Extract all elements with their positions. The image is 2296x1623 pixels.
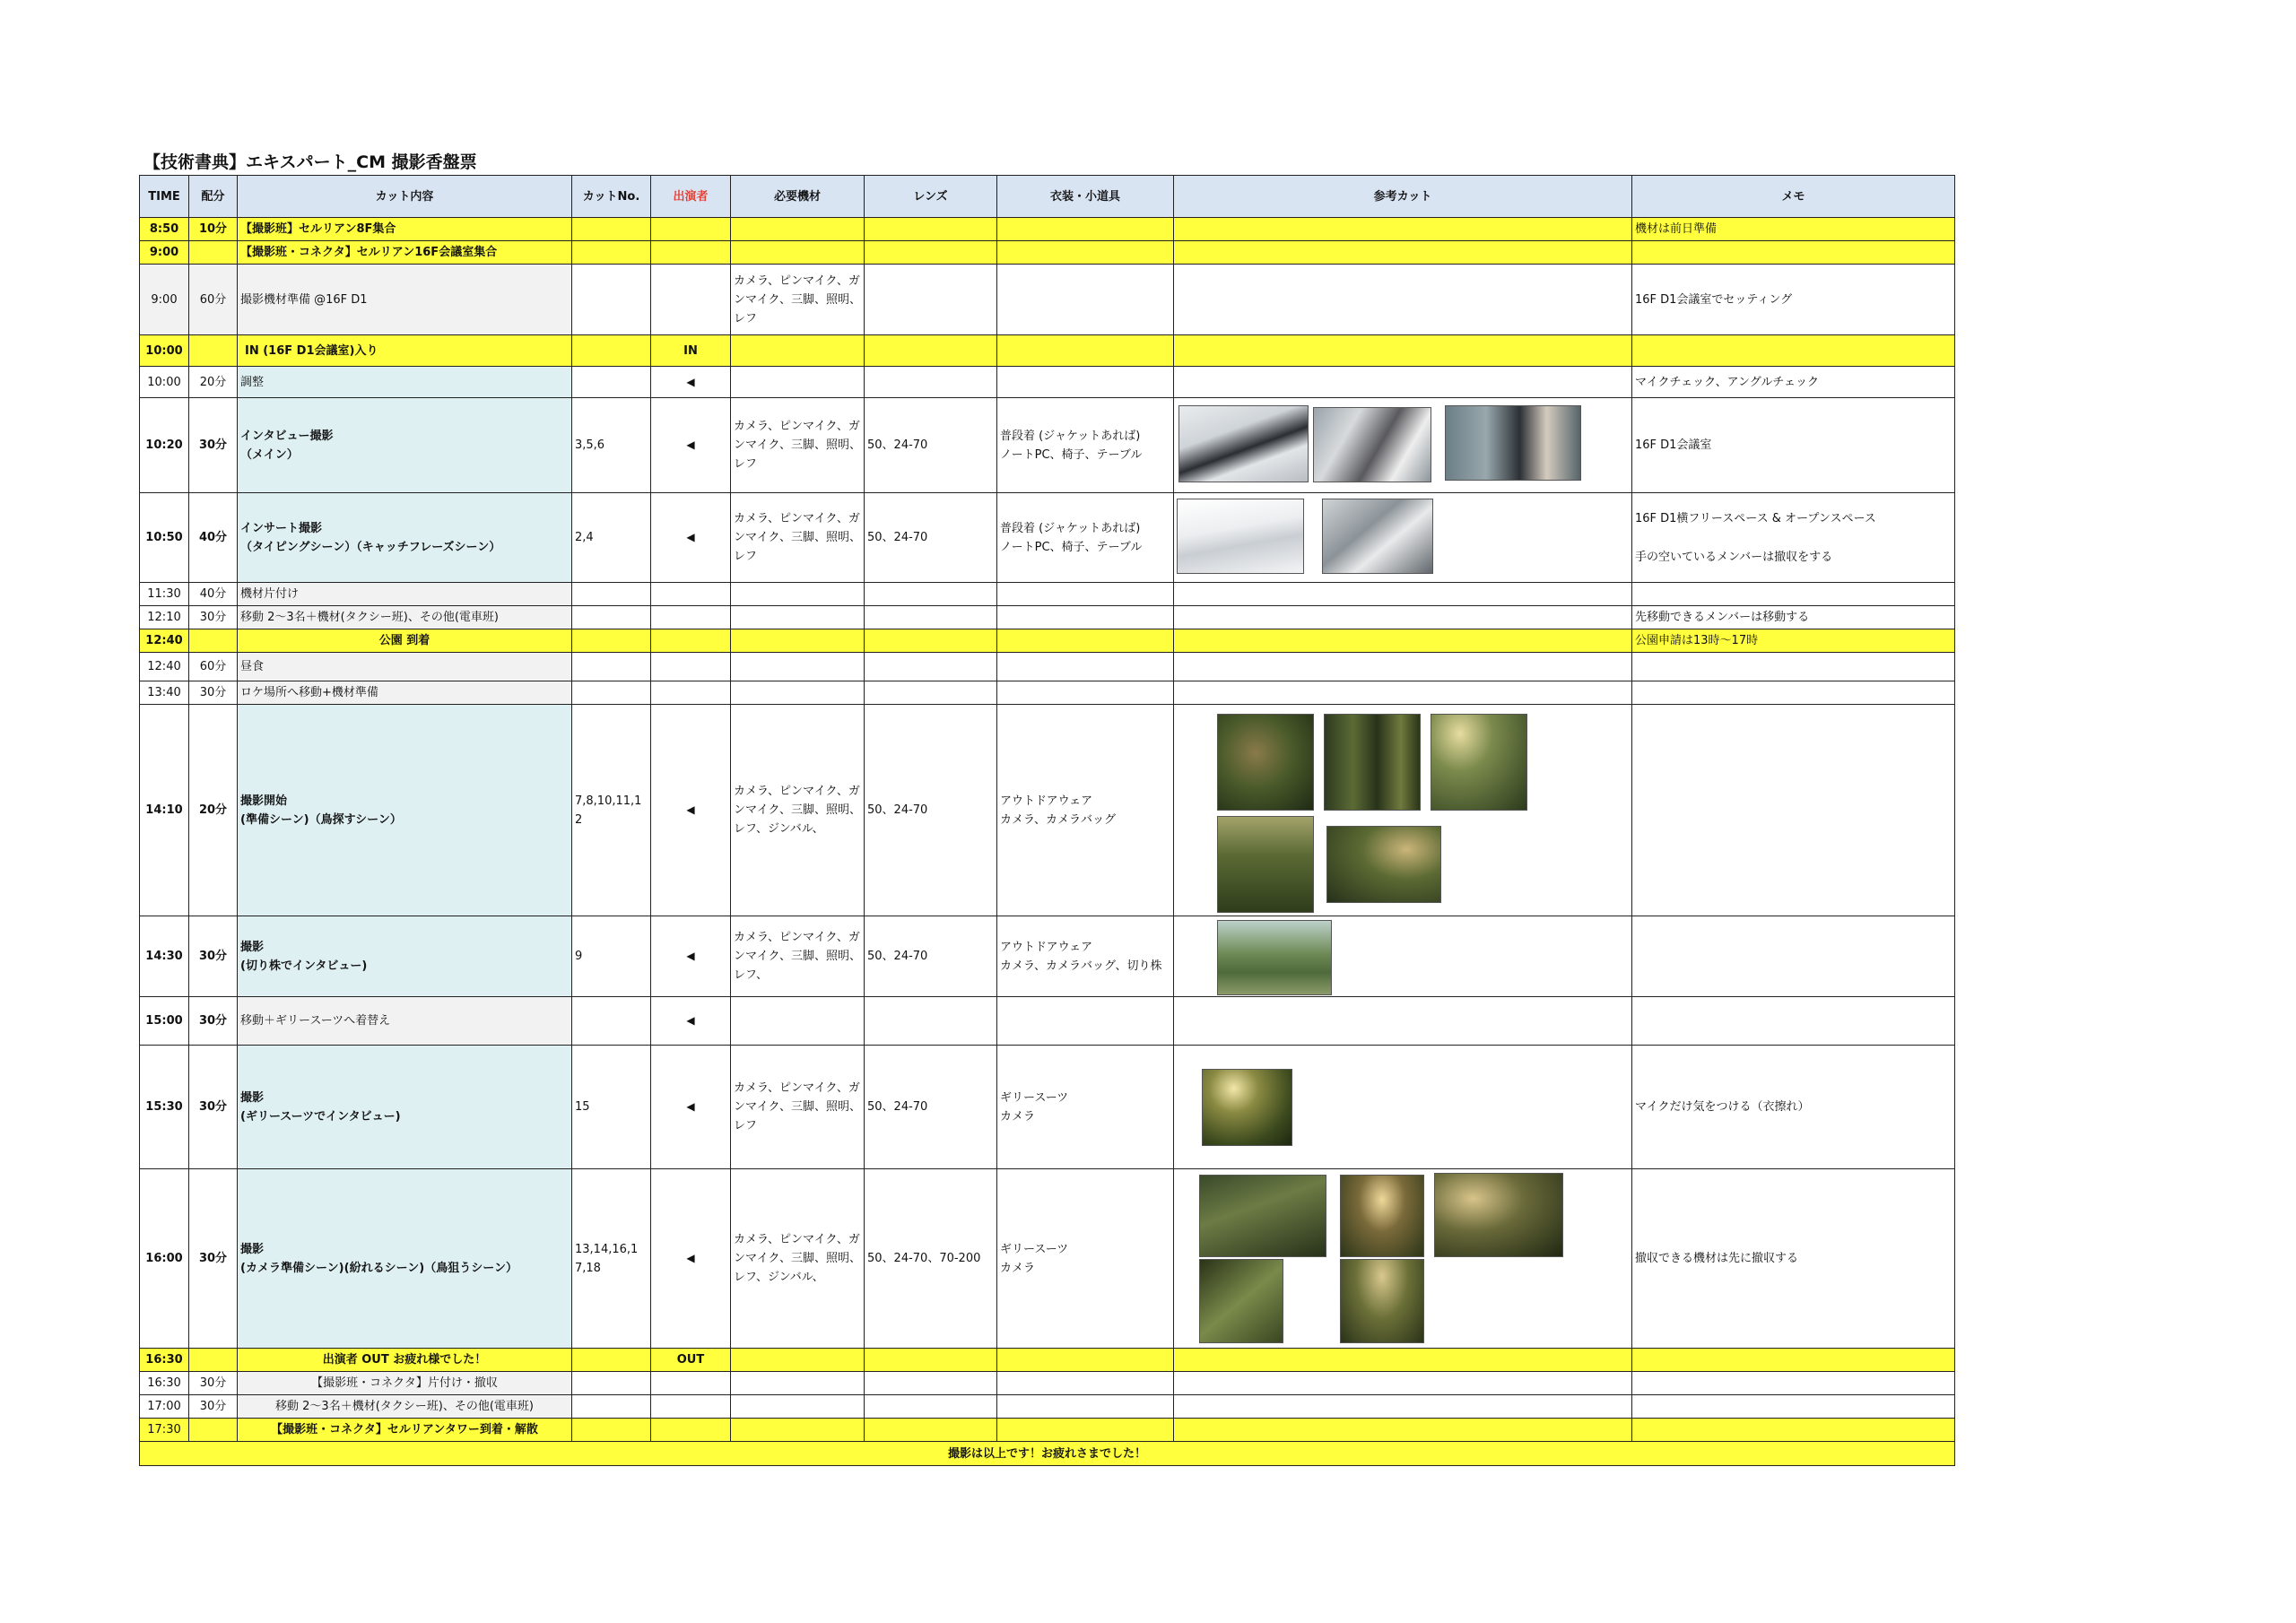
row-content: IN (16F D1会議室)入り <box>238 335 572 367</box>
row-costume-line2: カメラ <box>1000 1261 1036 1275</box>
table-row <box>140 606 1955 629</box>
row-costume-line1: ギリースーツ <box>1000 1090 1069 1105</box>
row-content-line1: インタビュー撮影 <box>240 429 334 443</box>
row-content <box>238 493 572 583</box>
row-duration: 60分 <box>189 265 238 335</box>
row-duration: 20分 <box>189 367 238 398</box>
row-content <box>238 398 572 493</box>
row-costume <box>997 1169 1174 1349</box>
row-content: 移動 2～3名＋機材(タクシー班)、その他(電車班) <box>238 1395 572 1419</box>
table-row <box>140 1419 1955 1442</box>
row-duration: 30分 <box>189 398 238 493</box>
reference-photo <box>1217 816 1314 913</box>
schedule-table <box>139 175 1955 1466</box>
row-content <box>238 705 572 916</box>
row-lens: 50、24-70 <box>865 493 997 583</box>
row-content: 【撮影班・コネクタ】片付け・撤収 <box>238 1372 572 1395</box>
speaker-mark-icon: ◀ <box>686 531 695 543</box>
reference-photo <box>1202 1069 1292 1146</box>
speaker-mark-icon: ◀ <box>686 1100 695 1113</box>
row-duration: 40分 <box>189 583 238 606</box>
row-time: 16:30 <box>140 1372 189 1395</box>
table-row <box>140 1046 1955 1169</box>
row-content-line1: 撮影 <box>240 1090 265 1105</box>
row-content: 【撮影班・コネクタ】セルリアン16F会議室集合 <box>238 241 572 265</box>
row-duration: 30分 <box>189 1372 238 1395</box>
row-time: 10:00 <box>140 335 189 367</box>
reference-photos <box>1174 705 1632 916</box>
row-content-line2: (準備シーン)（鳥探すシーン） <box>240 812 402 827</box>
row-time: 15:30 <box>140 1046 189 1169</box>
table-row <box>140 1395 1955 1419</box>
reference-photo <box>1324 714 1421 811</box>
row-costume-line2: カメラ、カメラバッグ <box>1000 812 1116 827</box>
row-cast: OUT <box>651 1349 731 1372</box>
row-gear: カメラ、ピンマイク、ガンマイク、三脚、照明、レフ、 <box>731 916 865 997</box>
table-row <box>140 265 1955 335</box>
row-memo: 16F D1会議室 <box>1632 398 1955 493</box>
row-content: 移動 2～3名＋機材(タクシー班)、その他(電車班) <box>238 606 572 629</box>
row-memo: 機材は前日準備 <box>1632 218 1955 241</box>
reference-photos <box>1174 493 1632 583</box>
row-costume-line2: カメラ、カメラバッグ、切り株 <box>1000 959 1162 973</box>
row-time: 16:00 <box>140 1169 189 1349</box>
row-costume-line2: ノートPC、椅子、テーブル <box>1000 540 1143 554</box>
row-cut-no: 13,14,16,17,18 <box>572 1169 651 1349</box>
row-gear: カメラ、ピンマイク、ガンマイク、三脚、照明、レフ <box>731 493 865 583</box>
row-content-line2: （タイピングシーン）（キャッチフレーズシーン） <box>240 540 501 554</box>
row-duration: 30分 <box>189 1046 238 1169</box>
row-duration: 30分 <box>189 681 238 705</box>
row-time: 12:40 <box>140 653 189 681</box>
row-costume-line2: ノートPC、椅子、テーブル <box>1000 447 1143 462</box>
row-time: 9:00 <box>140 265 189 335</box>
row-content <box>238 1169 572 1349</box>
row-cut-no: 9 <box>572 916 651 997</box>
row-lens: 50、24-70 <box>865 705 997 916</box>
row-gear: カメラ、ピンマイク、ガンマイク、三脚、照明、レフ、ジンバル、 <box>731 1169 865 1349</box>
speaker-mark-icon: ◀ <box>686 375 695 388</box>
reference-photos <box>1174 1169 1632 1349</box>
row-memo: マイクチェック、アングルチェック <box>1632 367 1955 398</box>
row-lens: 50、24-70 <box>865 916 997 997</box>
row-memo <box>1632 493 1955 583</box>
row-content: 機材片付け <box>238 583 572 606</box>
row-content-line1: インサート撮影 <box>240 521 323 535</box>
table-row <box>140 681 1955 705</box>
row-memo: 撤収できる機材は先に撤収する <box>1632 1169 1955 1349</box>
row-content: 昼食 <box>238 653 572 681</box>
row-costume <box>997 1046 1174 1169</box>
row-lens: 50、24-70 <box>865 398 997 493</box>
reference-photo <box>1199 1259 1283 1343</box>
reference-photo <box>1217 920 1332 995</box>
row-duration: 20分 <box>189 705 238 916</box>
reference-photo <box>1199 1175 1326 1257</box>
row-content-line2: (ギリースーツでインタビュー) <box>240 1109 401 1124</box>
reference-photos <box>1174 398 1632 493</box>
row-costume-line1: 普段着 (ジャケットあれば) <box>1000 521 1141 535</box>
row-duration: 40分 <box>189 493 238 583</box>
reference-photo <box>1326 826 1441 903</box>
reference-photo <box>1445 405 1581 481</box>
header-cut-no: カットNo. <box>572 176 651 218</box>
row-time: 17:30 <box>140 1419 189 1442</box>
row-content-line2: （メイン） <box>240 447 299 462</box>
reference-photo <box>1434 1173 1563 1257</box>
row-content: 公園 到着 <box>238 629 572 653</box>
header-lens: レンズ <box>865 176 997 218</box>
speaker-mark-icon: ◀ <box>686 438 695 451</box>
speaker-mark-icon: ◀ <box>686 803 695 816</box>
reference-photos <box>1174 916 1632 997</box>
row-time: 10:50 <box>140 493 189 583</box>
row-content: ロケ場所へ移動+機材準備 <box>238 681 572 705</box>
row-memo: 先移動できるメンバーは移動する <box>1632 606 1955 629</box>
table-row <box>140 629 1955 653</box>
row-time: 17:00 <box>140 1395 189 1419</box>
row-content: 移動＋ギリースーツへ着替え <box>238 997 572 1046</box>
reference-photo <box>1340 1175 1424 1257</box>
row-cast: IN <box>651 335 731 367</box>
header-time: TIME <box>140 176 189 218</box>
row-gear: カメラ、ピンマイク、ガンマイク、三脚、照明、レフ <box>731 265 865 335</box>
row-duration: 30分 <box>189 997 238 1046</box>
row-gear: カメラ、ピンマイク、ガンマイク、三脚、照明、レフ、ジンバル、 <box>731 705 865 916</box>
reference-photo <box>1322 499 1433 574</box>
row-duration: 30分 <box>189 1395 238 1419</box>
reference-photo <box>1340 1259 1424 1343</box>
header-gear: 必要機材 <box>731 176 865 218</box>
row-time: 10:00 <box>140 367 189 398</box>
row-content <box>238 916 572 997</box>
row-content-line2: (カメラ準備シーン)(紛れるシーン)（鳥狙うシーン） <box>240 1261 517 1275</box>
row-costume <box>997 398 1174 493</box>
row-time: 10:20 <box>140 398 189 493</box>
table-row <box>140 1372 1955 1395</box>
row-memo: マイクだけ気をつける（衣擦れ） <box>1632 1046 1955 1169</box>
row-gear: カメラ、ピンマイク、ガンマイク、三脚、照明、レフ <box>731 398 865 493</box>
row-memo: 公園申請は13時～17時 <box>1632 629 1955 653</box>
header-duration: 配分 <box>189 176 238 218</box>
row-costume-line1: アウトドアウェア <box>1000 940 1093 954</box>
row-time: 8:50 <box>140 218 189 241</box>
row-memo-line1: 16F D1横フリースペース & オープンスペース <box>1635 511 1876 525</box>
row-lens: 50、24-70 <box>865 1046 997 1169</box>
row-content-line1: 撮影 <box>240 1242 265 1256</box>
table-row <box>140 1349 1955 1372</box>
header-cast: 出演者 <box>651 176 731 218</box>
table-row <box>140 367 1955 398</box>
row-content: 出演者 OUT お疲れ様でした！ <box>238 1349 572 1372</box>
row-costume-line1: ギリースーツ <box>1000 1242 1069 1256</box>
row-content: 調整 <box>238 367 572 398</box>
row-cut-no: 3,5,6 <box>572 398 651 493</box>
row-time: 12:40 <box>140 629 189 653</box>
reference-photo <box>1217 714 1314 811</box>
row-content: 【撮影班・コネクタ】セルリアンタワー到着・解散 <box>238 1419 572 1442</box>
row-cut-no: 15 <box>572 1046 651 1169</box>
row-time: 14:30 <box>140 916 189 997</box>
row-costume <box>997 493 1174 583</box>
table-row <box>140 493 1955 583</box>
row-duration: 30分 <box>189 1169 238 1349</box>
row-lens: 50、24-70、70-200 <box>865 1169 997 1349</box>
table-row <box>140 335 1955 367</box>
table-row <box>140 916 1955 997</box>
speaker-mark-icon: ◀ <box>686 1252 695 1264</box>
header-content: カット内容 <box>238 176 572 218</box>
reference-photo <box>1177 499 1304 574</box>
row-memo: 16F D1会議室でセッティング <box>1632 265 1955 335</box>
row-time: 9:00 <box>140 241 189 265</box>
row-duration: 30分 <box>189 916 238 997</box>
footer-message: 撮影は以上です！お疲れさまでした！ <box>140 1442 1955 1466</box>
table-row <box>140 653 1955 681</box>
header-row <box>140 176 1955 218</box>
speaker-mark-icon: ◀ <box>686 1014 695 1027</box>
row-costume-line1: アウトドアウェア <box>1000 794 1093 808</box>
reference-photo <box>1313 407 1431 482</box>
row-content: 撮影機材準備 @16F D1 <box>238 265 572 335</box>
row-content-line2: (切り株でインタビュー) <box>240 959 368 973</box>
reference-photos <box>1174 1046 1632 1169</box>
row-costume-line1: 普段着 (ジャケットあれば) <box>1000 429 1141 443</box>
row-duration: 10分 <box>189 218 238 241</box>
row-cut-no: 7,8,10,11,12 <box>572 705 651 916</box>
row-time: 13:40 <box>140 681 189 705</box>
row-content <box>238 1046 572 1169</box>
header-costume: 衣装・小道具 <box>997 176 1174 218</box>
row-duration: 30分 <box>189 606 238 629</box>
header-memo: メモ <box>1632 176 1955 218</box>
row-costume-line2: カメラ <box>1000 1109 1036 1124</box>
reference-photo <box>1178 405 1309 482</box>
sheet-title: 【技術書典】エキスパート_CM 撮影香盤票 <box>144 152 477 172</box>
footer-row <box>140 1442 1955 1466</box>
table-row <box>140 398 1955 493</box>
table-row <box>140 1169 1955 1349</box>
row-duration: 60分 <box>189 653 238 681</box>
speaker-mark-icon: ◀ <box>686 950 695 962</box>
row-content-line1: 撮影開始 <box>240 794 288 808</box>
row-time: 12:10 <box>140 606 189 629</box>
table-row <box>140 218 1955 241</box>
row-time: 14:10 <box>140 705 189 916</box>
row-costume <box>997 916 1174 997</box>
table-row <box>140 705 1955 916</box>
row-time: 16:30 <box>140 1349 189 1372</box>
row-memo-line2: 手の空いているメンバーは撤収をする <box>1635 550 1833 564</box>
reference-photo <box>1431 714 1527 811</box>
header-reference: 参考カット <box>1174 176 1632 218</box>
table-row <box>140 241 1955 265</box>
row-cut-no: 2,4 <box>572 493 651 583</box>
table-row <box>140 997 1955 1046</box>
row-time: 15:00 <box>140 997 189 1046</box>
row-time: 11:30 <box>140 583 189 606</box>
row-gear: カメラ、ピンマイク、ガンマイク、三脚、照明、レフ <box>731 1046 865 1169</box>
row-costume <box>997 705 1174 916</box>
row-content-line1: 撮影 <box>240 940 265 954</box>
row-content: 【撮影班】セルリアン8F集合 <box>238 218 572 241</box>
table-row <box>140 583 1955 606</box>
